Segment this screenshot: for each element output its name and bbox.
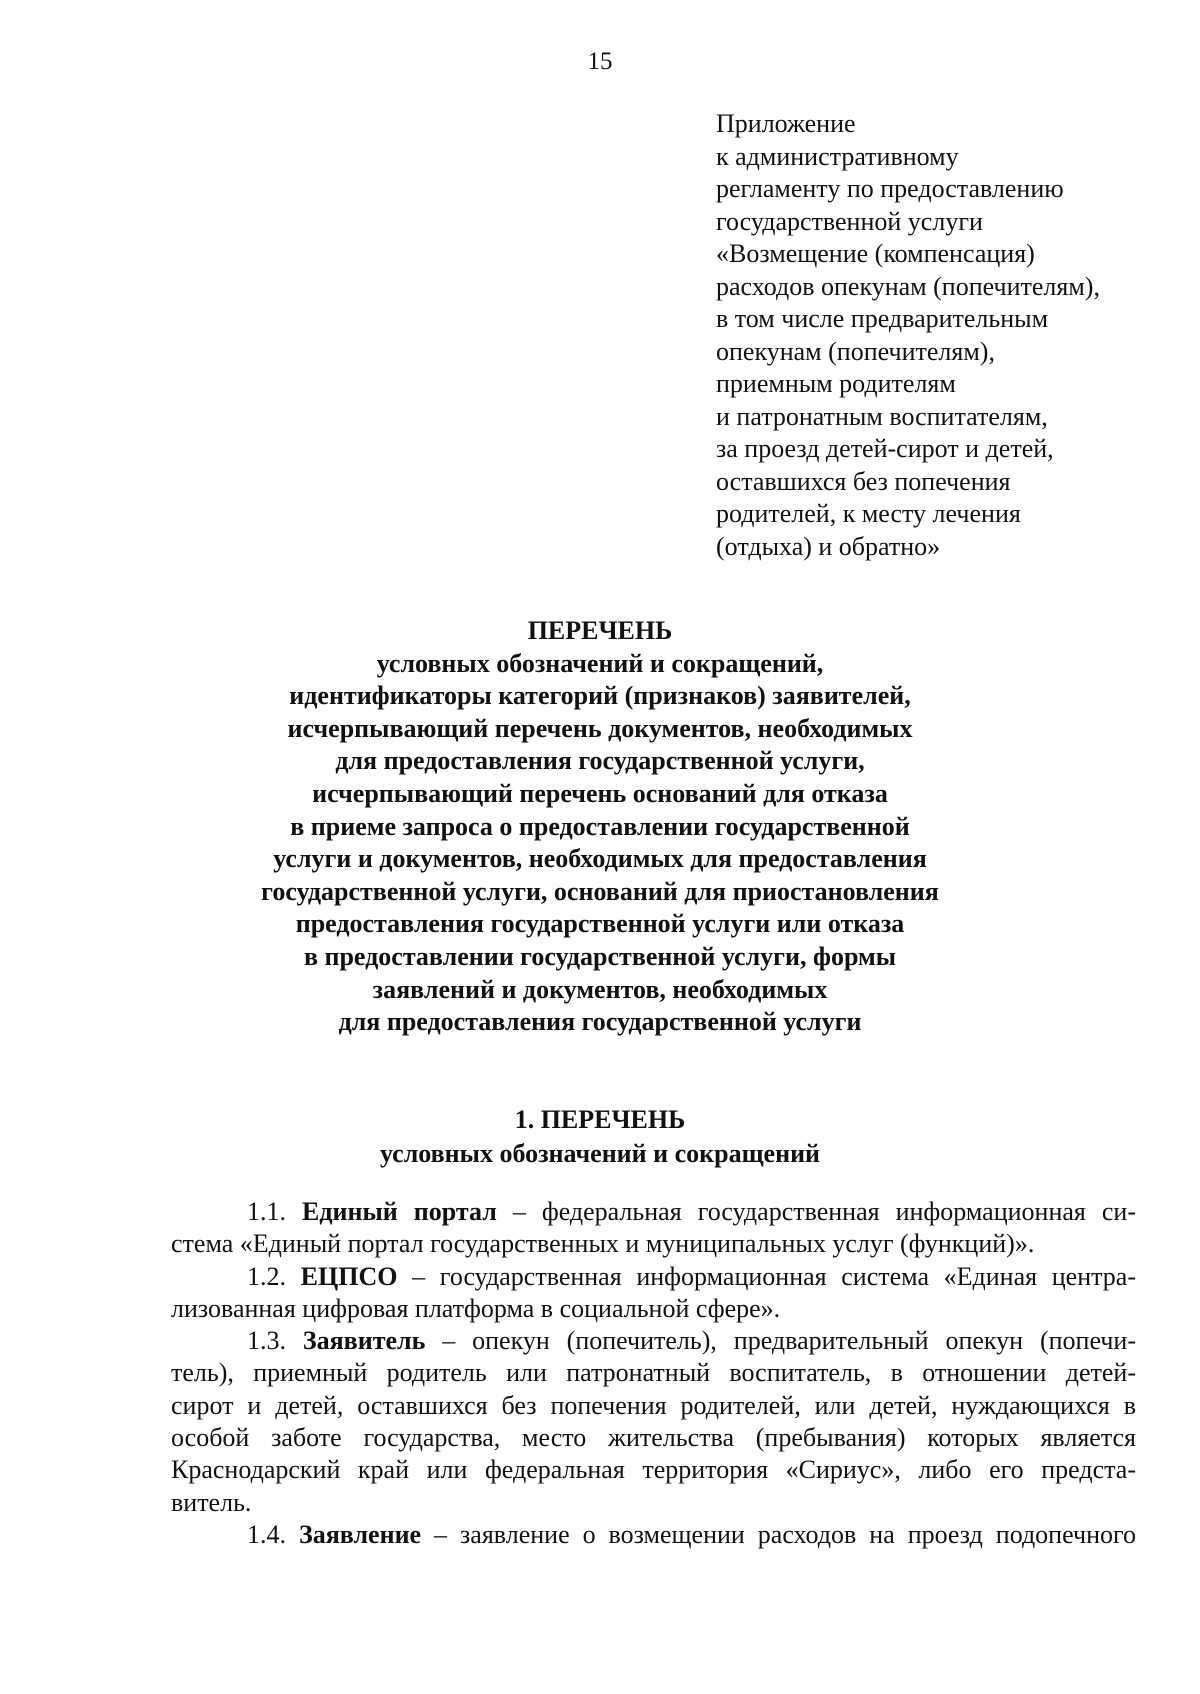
term: Заявление	[298, 1519, 422, 1549]
item-number: 1.3.	[247, 1326, 286, 1356]
title-line: заявлений и документов, необходимых	[372, 974, 828, 1004]
appendix-line: расходов опекунам (попечителям),	[716, 271, 1100, 301]
appendix-line: опекунам (попечителям),	[716, 336, 995, 366]
definition-item	[171, 1325, 1136, 1519]
page-number: 15	[587, 48, 613, 75]
definition-text: – государственная информационная система «Единая центра-	[397, 1261, 1136, 1291]
term: ЕЦПСО	[300, 1261, 398, 1291]
document-title	[0, 615, 1200, 1039]
definitions-list	[171, 1196, 1136, 1551]
item-number: 1.4.	[247, 1519, 286, 1549]
appendix-line: регламенту по предоставлению	[716, 174, 1064, 203]
definition-item	[171, 1196, 1136, 1261]
item-number: 1.1.	[247, 1197, 286, 1226]
title-line: ПЕРЕЧЕНЬ	[527, 616, 673, 645]
appendix-line: приемным родителям	[716, 369, 956, 398]
section-heading: 1. ПЕРЕЧЕНЬ	[514, 1105, 686, 1134]
title-line: услуги и документов, необходимых для предоставления	[273, 844, 927, 874]
title-line: исчерпывающий перечень документов, необходимых	[287, 713, 913, 743]
paragraph-line	[171, 1196, 1136, 1228]
paragraph-line: особой заботе государства, место жительства (пребывания) которых является	[171, 1423, 1136, 1453]
paragraph-line	[171, 1325, 1136, 1357]
definition-text: – федеральная государственная информационная си-	[496, 1197, 1136, 1226]
paragraph-line: Краснодарский край или федеральная территория «Сириус», либо его предста-	[171, 1455, 1136, 1485]
appendix-line: и патронатным воспитателям,	[716, 401, 1048, 431]
paragraph-line: тель), приемный родитель или патронатный воспитатель, в отношении детей-	[171, 1358, 1136, 1388]
item-number: 1.2.	[247, 1261, 286, 1291]
paragraph-line	[171, 1519, 1136, 1551]
appendix-line: за проезд детей-сирот и детей,	[716, 434, 1054, 463]
section-subheading: условных обозначений и сокращений	[379, 1139, 821, 1168]
definition-text: – заявление о возмещении расходов на проезд подопечного	[421, 1519, 1136, 1549]
title-line: государственной услуги, оснований для приостановления	[261, 876, 939, 906]
definition-text: – опекун (попечитель), предварительный опекун (попечи-	[425, 1326, 1137, 1356]
appendix-line: к административному	[716, 141, 959, 171]
paragraph-line: лизованная цифровая платформа в социальной сфере».	[171, 1293, 781, 1323]
title-line: для предоставления государственной услуги,	[335, 746, 865, 776]
definition-item	[171, 1519, 1136, 1551]
paragraph-line	[171, 1261, 1136, 1293]
title-line: в приеме запроса о предоставлении государственной	[290, 811, 910, 841]
paragraph-line: витель.	[171, 1487, 252, 1517]
appendix-note	[716, 108, 1176, 563]
title-line: для предоставления государственной услуги	[338, 1007, 862, 1037]
appendix-line: (отдыха) и обратно»	[716, 531, 941, 561]
definition-item	[171, 1261, 1136, 1326]
section-1-heading	[0, 1103, 1200, 1171]
appendix-line: «Возмещение (компенсация)	[716, 239, 1035, 268]
appendix-line: в том числе предварительным	[716, 304, 1049, 333]
paragraph-line: сирот и детей, оставшихся без попечения родителей, или детей, нуждающихся в	[171, 1390, 1136, 1420]
title-line: предоставления государственной услуги или отказа	[295, 909, 905, 939]
appendix-line: родителей, к месту лечения	[716, 499, 1021, 528]
title-line: условных обозначений и сокращений,	[376, 648, 824, 678]
appendix-line: оставшихся без попечения	[716, 466, 1011, 496]
title-line: идентификаторы категорий (признаков) заявителей,	[289, 681, 911, 711]
appendix-line: государственной услуги	[716, 206, 983, 236]
paragraph-line: стема «Единый портал государственных и муниципальных услуг (функций)».	[171, 1229, 1035, 1259]
appendix-line: Приложение	[716, 109, 856, 138]
term: Заявитель	[302, 1326, 426, 1356]
term: Единый портал	[302, 1197, 497, 1226]
title-line: исчерпывающий перечень оснований для отказа	[312, 778, 888, 808]
title-line: в предоставлении государственной услуги, формы	[303, 941, 897, 971]
